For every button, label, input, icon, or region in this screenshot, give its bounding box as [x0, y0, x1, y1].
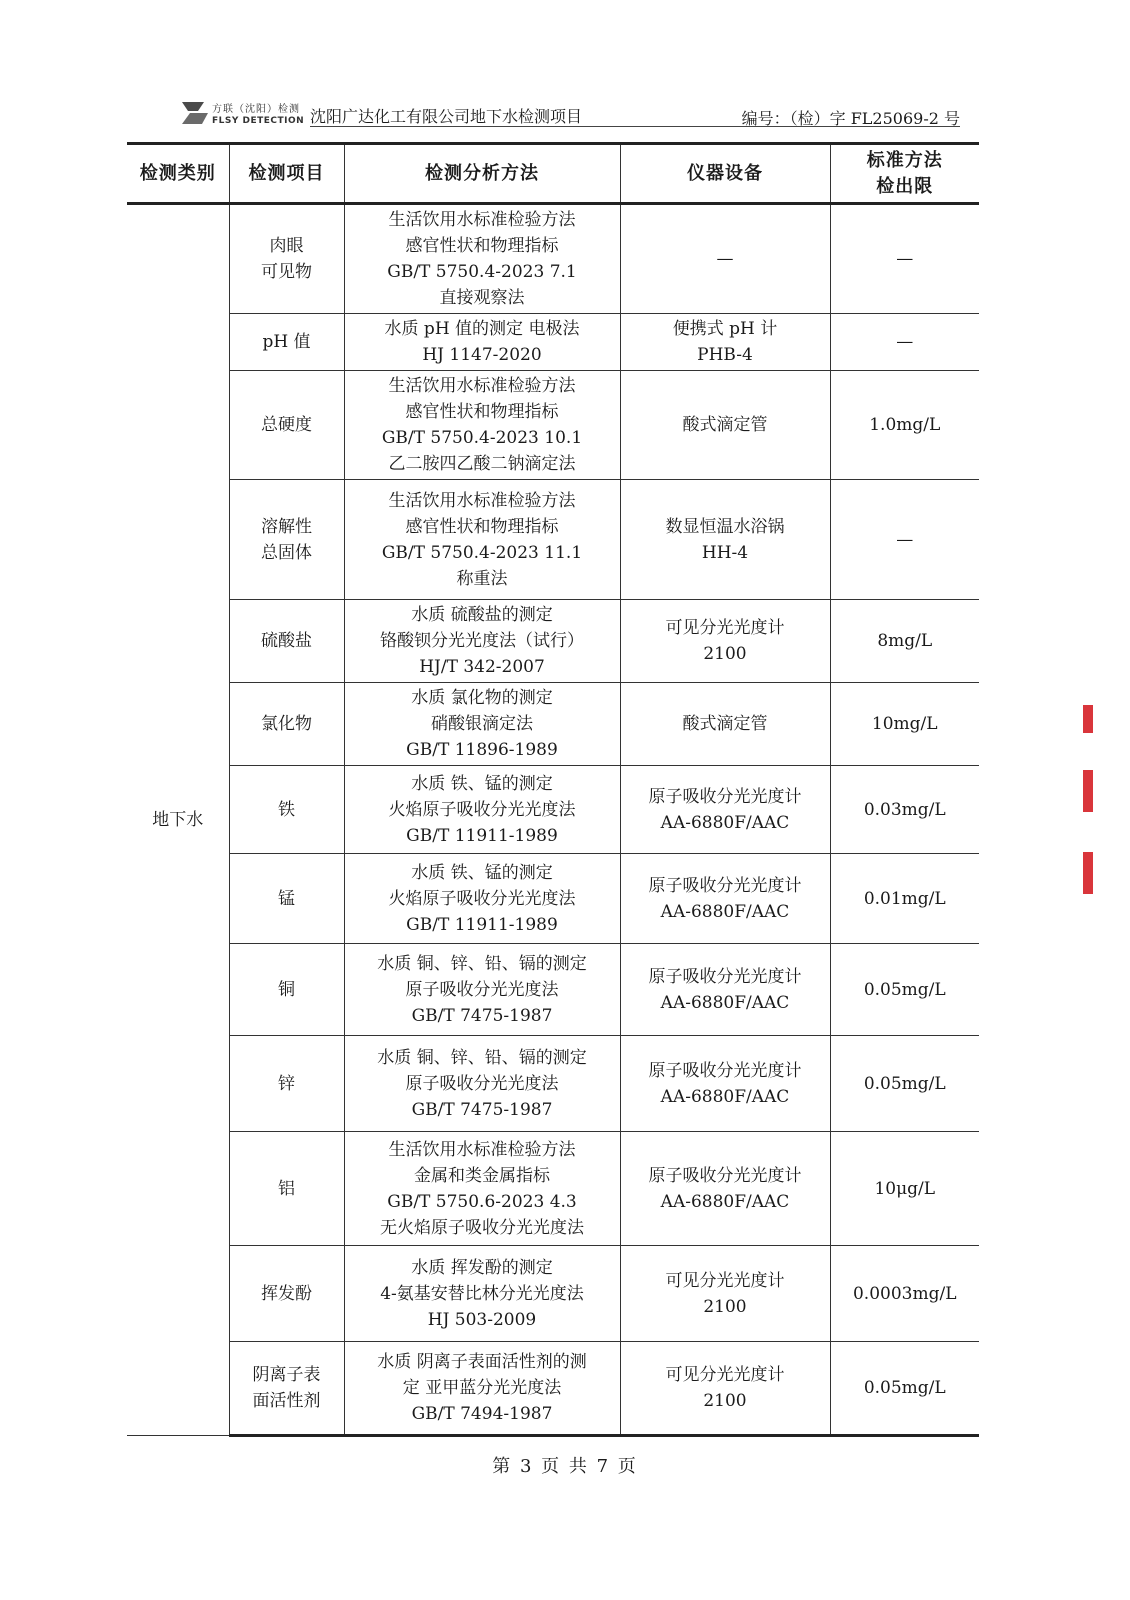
detection-limit-cell: 10μg/L — [830, 1132, 979, 1246]
red-stamp-mark-bottom — [1083, 852, 1093, 894]
instrument-cell: 可见分光光度计 2100 — [620, 600, 830, 683]
item-cell: 铜 — [229, 944, 344, 1036]
detection-limit-cell: 8mg/L — [830, 600, 979, 683]
instrument-cell: 数显恒温水浴锅 HH-4 — [620, 480, 830, 600]
item-cell: 总硬度 — [229, 371, 344, 480]
logo-text — [212, 100, 304, 126]
header-category: 检测类别 — [127, 144, 229, 204]
item-cell: 氯化物 — [229, 683, 344, 766]
detection-limit-cell: 10mg/L — [830, 683, 979, 766]
method-cell: 水质 氯化物的测定 硝酸银滴定法 GB/T 11896-1989 — [344, 683, 620, 766]
instrument-cell: 原子吸收分光光度计 AA-6880F/AAC — [620, 1036, 830, 1132]
instrument-cell: 原子吸收分光光度计 AA-6880F/AAC — [620, 766, 830, 854]
method-cell: 水质 挥发酚的测定 4-氨基安替比林分光光度法 HJ 503-2009 — [344, 1246, 620, 1342]
table-row — [127, 1132, 979, 1246]
table-row — [127, 1036, 979, 1132]
header-item: 检测项目 — [229, 144, 344, 204]
method-cell: 水质 铜、锌、铅、镉的测定 原子吸收分光光度法 GB/T 7475-1987 — [344, 1036, 620, 1132]
instrument-cell: 酸式滴定管 — [620, 683, 830, 766]
red-stamp-mark-middle — [1083, 770, 1093, 812]
header-detection-limit: 标准方法 检出限 — [830, 144, 979, 204]
table-row — [127, 683, 979, 766]
table-row — [127, 371, 979, 480]
table-row — [127, 204, 979, 314]
detection-limit-cell: 0.03mg/L — [830, 766, 979, 854]
instrument-cell: 酸式滴定管 — [620, 371, 830, 480]
detection-limit-cell: 0.05mg/L — [830, 944, 979, 1036]
table-row — [127, 854, 979, 944]
detection-limit-cell: — — [830, 480, 979, 600]
instrument-cell: 原子吸收分光光度计 AA-6880F/AAC — [620, 1132, 830, 1246]
detection-limit-cell: 0.05mg/L — [830, 1342, 979, 1436]
logo-chinese-name: 方联（沈阳）检测 — [212, 104, 300, 115]
table-header-row — [127, 144, 979, 204]
red-stamp-mark-top — [1083, 705, 1093, 733]
detection-limit-cell: — — [830, 314, 979, 371]
method-cell: 水质 铁、锰的测定 火焰原子吸收分光光度法 GB/T 11911-1989 — [344, 854, 620, 944]
detection-limit-cell: 0.01mg/L — [830, 854, 979, 944]
item-cell: 阴离子表 面活性剂 — [229, 1342, 344, 1436]
instrument-cell: — — [620, 204, 830, 314]
document-number: 编号：（检）字 FL25069-2 号 — [741, 109, 960, 128]
table-row — [127, 766, 979, 854]
item-cell: 溶解性 总固体 — [229, 480, 344, 600]
table-row — [127, 1246, 979, 1342]
header-rule — [310, 126, 960, 127]
method-cell: 水质 硫酸盐的测定 铬酸钡分光光度法（试行） HJ/T 342-2007 — [344, 600, 620, 683]
header-instrument: 仪器设备 — [620, 144, 830, 204]
method-cell: 水质 铁、锰的测定 火焰原子吸收分光光度法 GB/T 11911-1989 — [344, 766, 620, 854]
method-cell: 生活饮用水标准检验方法 感官性状和物理指标 GB/T 5750.4-2023 10.1 乙二胺四乙酸二钠滴定法 — [344, 371, 620, 480]
page-header — [180, 96, 960, 130]
detection-limit-cell: 0.0003mg/L — [830, 1246, 979, 1342]
item-cell: 铝 — [229, 1132, 344, 1246]
item-cell: 锰 — [229, 854, 344, 944]
table-row — [127, 944, 979, 1036]
instrument-cell: 可见分光光度计 2100 — [620, 1342, 830, 1436]
item-cell: 铁 — [229, 766, 344, 854]
item-cell: 挥发酚 — [229, 1246, 344, 1342]
table-row — [127, 1342, 979, 1436]
method-cell: 生活饮用水标准检验方法 金属和类金属指标 GB/T 5750.6-2023 4.3 无火焰原子吸收分光光度法 — [344, 1132, 620, 1246]
method-cell: 水质 铜、锌、铅、镉的测定 原子吸收分光光度法 GB/T 7475-1987 — [344, 944, 620, 1036]
header-method: 检测分析方法 — [344, 144, 620, 204]
category-cell: 地下水 — [127, 204, 229, 1436]
instrument-cell: 原子吸收分光光度计 AA-6880F/AAC — [620, 944, 830, 1036]
detection-table — [127, 142, 979, 1437]
detection-limit-cell: 0.05mg/L — [830, 1036, 979, 1132]
instrument-cell: 可见分光光度计 2100 — [620, 1246, 830, 1342]
table-row — [127, 480, 979, 600]
table-row — [127, 314, 979, 371]
company-logo-icon — [180, 96, 214, 130]
method-cell: 水质 阴离子表面活性剂的测 定 亚甲蓝分光光度法 GB/T 7494-1987 — [344, 1342, 620, 1436]
logo-english-name: FLSY DETECTION — [212, 116, 305, 126]
instrument-cell: 便携式 pH 计 PHB-4 — [620, 314, 830, 371]
method-cell: 水质 pH 值的测定 电极法 HJ 1147-2020 — [344, 314, 620, 371]
instrument-cell: 原子吸收分光光度计 AA-6880F/AAC — [620, 854, 830, 944]
item-cell: 硫酸盐 — [229, 600, 344, 683]
document-title: 沈阳广达化工有限公司地下水检测项目 — [310, 107, 583, 126]
page-footer: 第 3 页 共 7 页 — [492, 1456, 638, 1477]
table-row — [127, 600, 979, 683]
detection-limit-cell: 1.0mg/L — [830, 371, 979, 480]
item-cell: 锌 — [229, 1036, 344, 1132]
item-cell: pH 值 — [229, 314, 344, 371]
method-cell: 生活饮用水标准检验方法 感官性状和物理指标 GB/T 5750.4-2023 11.1 称重法 — [344, 480, 620, 600]
detection-limit-cell: — — [830, 204, 979, 314]
item-cell: 肉眼 可见物 — [229, 204, 344, 314]
method-cell: 生活饮用水标准检验方法 感官性状和物理指标 GB/T 5750.4-2023 7.1 直接观察法 — [344, 204, 620, 314]
